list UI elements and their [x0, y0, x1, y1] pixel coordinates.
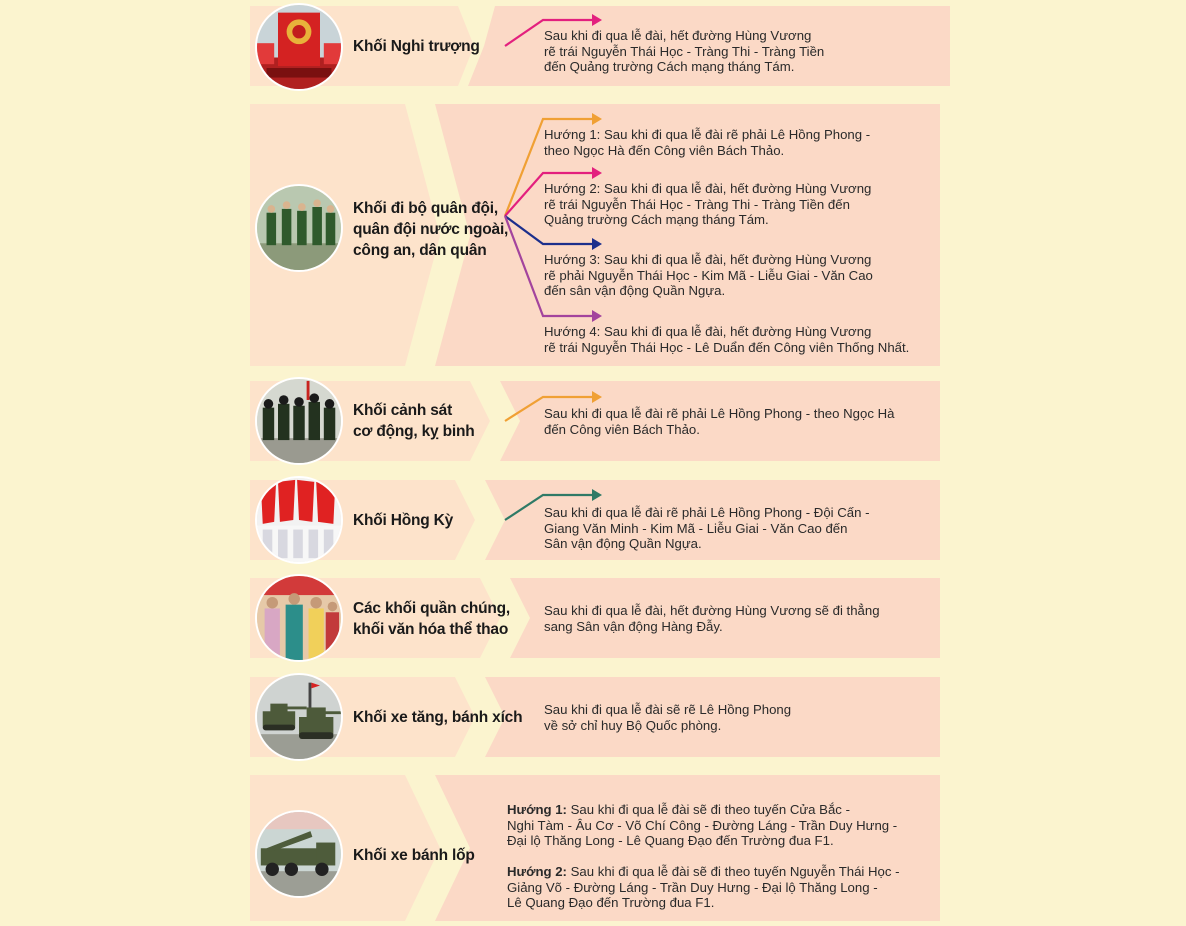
route-text: Hướng 4: Sau khi đi qua lễ đài, hết đường Hùng Vương rẽ trái Nguyễn Thái Học - Lê Duẩn đến Công viên Thống Nhất.	[544, 324, 910, 355]
route-text: Sau khi đi qua lễ đài, hết đường Hùng Vương sẽ đi thẳng sang Sân vận động Hàng Đẫy.	[544, 603, 880, 634]
row-label: Khối xe tăng, bánh xích	[353, 709, 523, 726]
row-label: Khối xe bánh lốp	[353, 847, 475, 864]
wheeled-vehicle-photo	[255, 810, 343, 898]
marching-soldiers-photo	[255, 184, 343, 272]
row-label: Khối Nghi trượng	[353, 38, 480, 55]
route-text: Sau khi đi qua lễ đài rẽ phải Lê Hồng Phong - theo Ngọc Hà đến Công viên Bách Thảo.	[544, 406, 895, 437]
route-text: Hướng 1: Sau khi đi qua lễ đài sẽ đi theo tuyến Cửa Bắc - Nghi Tàm - Âu Cơ - Võ Chí Công - Đường Láng - Trần Duy Hưng - Đại lộ Thăng Long - Lê Quang Đạo đến Trường đua F1.	[507, 802, 898, 848]
route-text: Sau khi đi qua lễ đài sẽ rẽ Lê Hồng Phong về sở chỉ huy Bộ Quốc phòng.	[544, 702, 792, 733]
row-label: Các khối quần chúng, khối văn hóa thể thao	[353, 600, 511, 638]
tank-column-photo	[255, 673, 343, 761]
route-text: Hướng 1: Sau khi đi qua lễ đài rẽ phải Lê Hồng Phong - theo Ngọc Hà đến Công viên Bách Thảo.	[544, 127, 871, 158]
route-text: Hướng 2: Sau khi đi qua lễ đài, hết đường Hùng Vương rẽ trái Nguyễn Thái Học - Tràng Thi - Tràng Tiền đến Quảng trường Cách mạng tháng Tám.	[544, 181, 872, 227]
route-text: Hướng 3: Sau khi đi qua lễ đài, hết đường Hùng Vương rẽ phải Nguyễn Thái Học - Kim Mã - Liễu Giai - Văn Cao đến sân vận động Quần Ngựa.	[544, 252, 873, 298]
route-text: Sau khi đi qua lễ đài, hết đường Hùng Vương rẽ trái Nguyễn Thái Học - Tràng Thi - Tràng Tiền đến Quảng trường Cách mạng tháng Tám.	[544, 28, 825, 74]
row-label: Khối đi bộ quân đội, quân đội nước ngoài, công an, dân quân	[353, 200, 509, 259]
route-text: Sau khi đi qua lễ đài rẽ phải Lê Hồng Phong - Đội Cấn - Giang Văn Minh - Kim Mã - Liễu Giai - Văn Cao đến Sân vận động Quần Ngựa.	[544, 505, 870, 551]
police-formation-photo	[255, 377, 343, 465]
state-emblem-float-photo	[255, 3, 343, 91]
route-text: Hướng 2: Sau khi đi qua lễ đài sẽ đi theo tuyến Nguyễn Thái Học - Giảng Võ - Đường Láng - Trần Duy Hưng - Đại lộ Thăng Long - Lê Quang Đạo đến Trường đua F1.	[507, 864, 900, 910]
civilian-crowd-photo	[255, 574, 343, 662]
row-label: Khối cảnh sát cơ động, kỵ binh	[353, 402, 475, 440]
red-flags-photo	[255, 476, 343, 564]
row-label: Khối Hồng Kỳ	[353, 512, 454, 529]
